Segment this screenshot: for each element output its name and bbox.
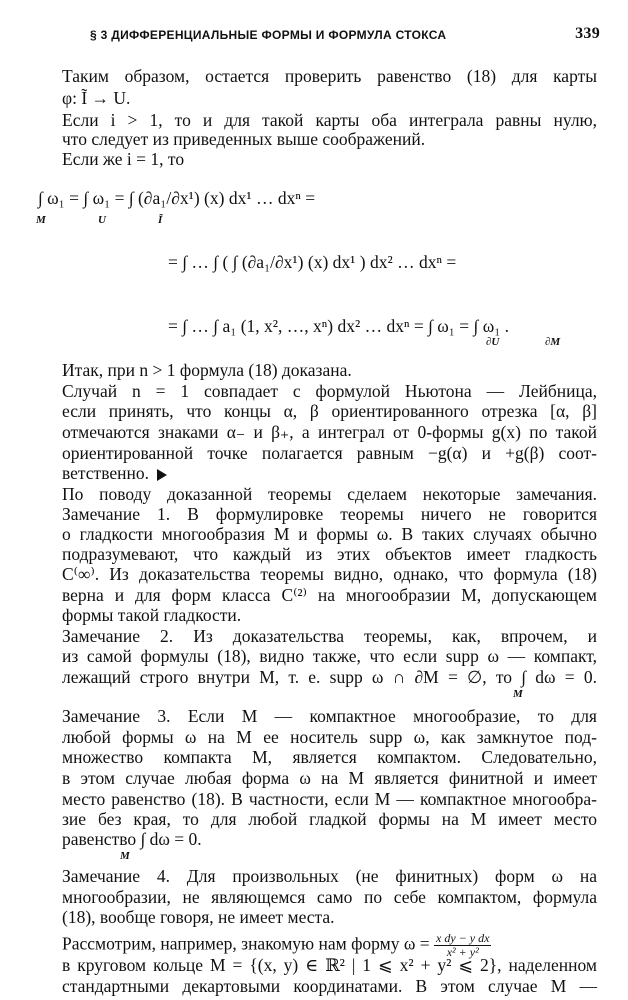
text-line: По поводу доказанной теоремы сделаем некоторые замечания. [62, 484, 597, 504]
remark-1-line: о гладкости многообразия M и формы ω. В таких случаях обычно [62, 524, 597, 544]
equation-3: = ∫ … ∫ a₁ (1, x², …, xⁿ) dx² … dxⁿ = ∫ ω₁ = ∫ ω₁ . [168, 316, 510, 336]
chapter-title: § 3 ДИФФЕРЕНЦИАЛЬНЫЕ ФОРМЫ И ФОРМУЛА СТОКСА [90, 28, 447, 42]
remark-4-line: (18), вообще говоря, не имеет места. [62, 907, 335, 927]
remark-2-line: лежащий строго внутри M, т. е. supp ω ∩ ∂M = ∅, то ∫ dω = 0. [62, 667, 597, 687]
integral-subscript: M [513, 688, 523, 700]
end-of-proof-icon [157, 469, 167, 481]
text-line-part: ветственно. [62, 463, 149, 483]
integral-subscript: M [120, 850, 130, 862]
text-line: Таким образом, остается проверить равенство (18) для карты [62, 66, 597, 86]
remark-2-line: из самой формулы (18), видно также, что если supp ω — компакт, [62, 646, 597, 666]
remark-3-line: Замечание 3. Если M — компактное многообразие, то для [62, 706, 597, 726]
remark-4-line: Замечание 4. Для произвольных (не финитных) форм ω на [62, 866, 597, 886]
remark-1-line: верна и для форм класса C⁽²⁾ на многообразии M, допускающем [62, 585, 597, 605]
integral-subscript: ∂U [486, 336, 500, 348]
remark-3-line: любой формы ω на M ее носитель supp ω, как замкнутое под- [62, 727, 597, 747]
text-line: Если i > 1, то и для такой карты оба интеграла равны нулю, [62, 110, 597, 130]
remark-3-line: место равенство (18). В частности, если M — компактное многообра- [62, 789, 597, 809]
equation-2: = ∫ … ∫ ( ∫ (∂a₁/∂x¹) (x) dx¹ ) dx² … dxⁿ = [168, 252, 457, 272]
fraction-numerator: x dy − y dx [436, 931, 490, 945]
text-line: ориентированной точке полагается равным −g(α) и +g(β) соот- [62, 443, 597, 463]
text-line-part: Рассмотрим, например, знакомую нам форму ω = [62, 933, 430, 954]
text-line: φ: Ĩ → U. [62, 88, 131, 108]
page-number: 339 [575, 25, 600, 42]
remark-1-line: подразумевают, что каждый из этих объектов имеет гладкость [62, 544, 597, 564]
remark-3-line: множество компакта M, является компактом. Следовательно, [62, 747, 597, 767]
integral-subscript: Ĩ [158, 214, 163, 226]
integral-subscript: M [36, 214, 46, 226]
text-line: что следует из приведенных выше соображений. [62, 129, 426, 149]
text-line: стандартными декартовыми координатами. В этом случае M — [62, 976, 597, 996]
remark-1-line: формы такой гладкости. [62, 605, 242, 625]
text-line: отмечаются знаками α₋ и β₊, а интеграл от 0-формы g(x) по такой [62, 422, 597, 442]
text-line: Итак, при n > 1 формула (18) доказана. [62, 360, 352, 380]
text-line [62, 463, 167, 483]
remark-2-line: Замечание 2. Из доказательства теоремы, как, впрочем, и [62, 626, 597, 646]
integral-subscript: ∂M [545, 336, 561, 348]
text-line: Случай n = 1 совпадает с формулой Ньютона — Лейбница, [62, 381, 597, 401]
remark-3-line: равенство ∫ dω = 0. [62, 829, 202, 849]
fraction-denominator: x² + y² [446, 945, 479, 959]
remark-3-line: зие без края, то для любой гладкой формы на M имеет место [62, 809, 597, 829]
remark-3-line: в этом случае любая форма ω на M является финитной и имеет [62, 768, 597, 788]
text-line: Если же i = 1, то [62, 149, 185, 169]
integral-subscript: U [98, 214, 106, 226]
equation-1: ∫ ω₁ = ∫ ω₁ = ∫ (∂a₁/∂x¹) (x) dx¹ … dxⁿ = [38, 188, 316, 208]
remark-1-line: C⁽∞⁾. Из доказательства теоремы видно, однако, что формула (18) [62, 564, 597, 584]
remark-4-line: многообразии, не являющемся само по себе компактом, формула [62, 887, 597, 907]
text-line: если принять, что концы α, β ориентированного отрезка [α, β] [62, 401, 597, 421]
text-line: в круговом кольце M = {(x, y) ∈ ℝ² | 1 ⩽ x² + y² ⩽ 2}, наделенном [62, 955, 597, 975]
remark-1-line: Замечание 1. В формулировке теоремы ничего не говорится [62, 504, 597, 524]
